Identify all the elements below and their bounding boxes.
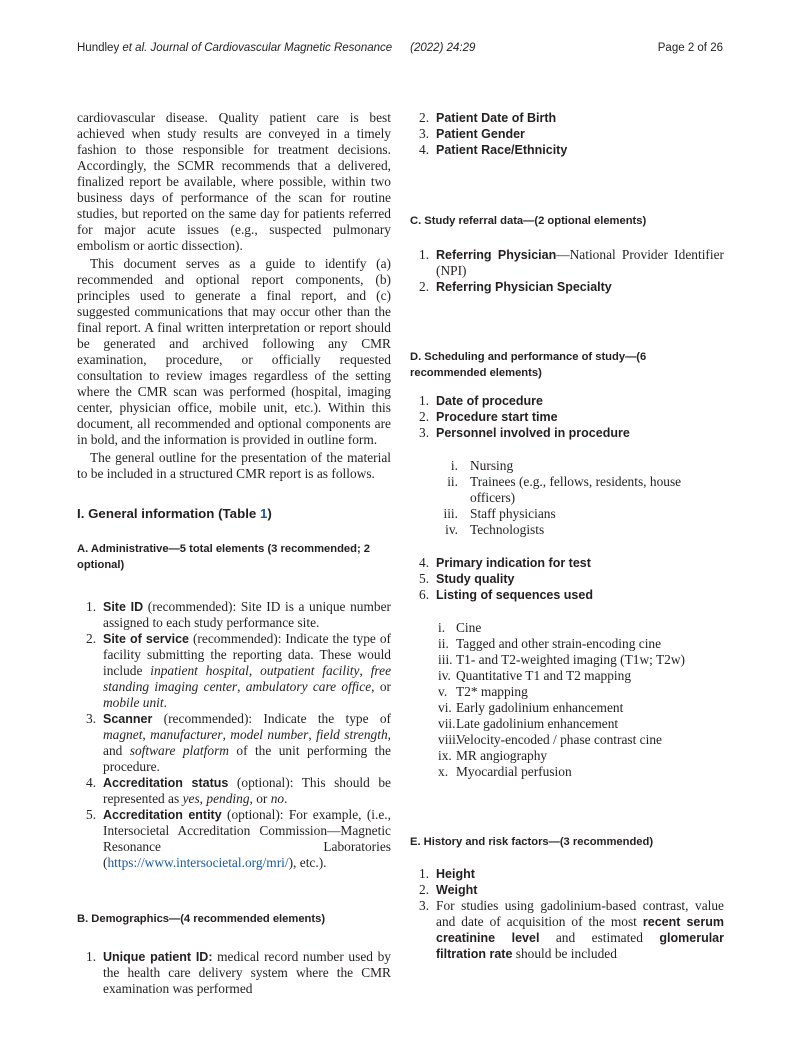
header-page-number: Page 2 of 26 [657,42,723,54]
list-item-procedure-start-time: 2. Procedure start time [419,409,558,424]
demographics-list-continued [410,110,724,158]
list-item-weight: 2. Weight [419,882,478,897]
header-journal: Journal of Cardiovascular Magnetic Resonance [147,42,393,54]
subsection-administrative: A. Administrative—5 total elements (3 recommended; 2 optional) [77,543,371,571]
list-item-site-id: 1. Site ID (recommended): Site ID is a unique number assigned to each study performance site. [86,599,391,630]
subsection-history-risk-factors: E. History and risk factors—(3 recommended) [410,836,654,848]
list-item-gadolinium-labs: 3. For studies using gadolinium-based contrast, value and date of acquisition of the most recent serum creatinine level and estimated glomerular filtration rate should be included [419,898,725,961]
paragraph-intro: cardiovascular disease. Quality patient care is best achieved when study results are conveyed in a timely fashion to those responsible for treatment decisions. Accordingly, the SCMR recommends that a delivered, finalized report be available, where possible, within two business days of performance of the scan for routine studies, but reported on the same day for patients referred for major acute issues (e.g., suspected pulmonary embolism or aortic dissection). [77,110,391,253]
demographics-list [77,949,391,997]
right-column [410,110,724,962]
sublist-item: vi. Early gadolinium enhancement [438,700,624,715]
list-item-date-of-procedure: 1. Date of procedure [419,393,543,408]
subsection-scheduling: D. Scheduling and performance of study—(6 recommended elements) [410,351,647,379]
left-column [77,110,391,997]
paragraph-guide: This document serves as a guide to identify (a) recommended and optional report components, (b) principles used to generate a final report, and (c) suggested communications that may occur other than the final report. A final written interpretation or report should be generated and archived following any CMR examination, procedure, or officially requested consultation to review images regardless of the setting where the CMR scan was performed (hospital, imaging center, physician office, mobile unit, etc.). Within this document, all recommended and optional components are in bold, and the information is provided in outline form. [77,256,391,447]
subsection-study-referral: C. Study referral data—(2 optional elements) [410,215,647,227]
list-item-sequences: 6. Listing of sequences used [419,587,593,602]
header-authors: Hundley [77,42,123,54]
administrative-list [77,599,391,871]
list-item-height: 1. Height [419,866,475,881]
history-list [410,866,724,962]
list-item-study-quality: 5. Study quality [419,571,515,586]
sublist-item: x. Myocardial perfusion [438,764,572,779]
list-item-scanner: 3. Scanner (recommended): Indicate the type of magnet, manufacturer, model number, field strength, and software platform of the unit performing the procedure. [86,711,392,774]
sublist-item: iv. Quantitative T1 and T2 mapping [438,668,632,683]
paragraph-outline: The general outline for the presentation of the material to be included in a structured CMR report is as follows. [77,450,391,481]
sublist-item: ii. Trainees (e.g., fellows, residents, house officers) [447,474,682,505]
header-citation [77,42,475,54]
list-item-race-ethnicity: 4. Patient Race/Ethnicity [419,142,568,157]
intersocietal-link[interactable]: https://www.intersocietal.org/mri/ [107,855,289,870]
list-item-accreditation-entity: 5. Accreditation entity (optional): For example, (i.e., Intersocietal Accreditation Commission—Magnetic Resonance Laboratories (https://www.intersocietal.org/mri/), etc.). [86,807,391,870]
sublist-item: ii. Tagged and other strain-encoding cine [438,636,662,651]
list-item-site-of-service: 2. Site of service (recommended): Indicate the type of facility submitting the reporting data. These would include inpatient hospital, outpatient facility, free standing imaging center, ambulatory care office, or mobile unit. [86,631,392,710]
sublist-item: i. Nursing [450,458,514,473]
study-referral-list [410,247,724,295]
sublist-item: i. Cine [438,620,482,635]
running-header [77,42,723,60]
list-item-gender: 3. Patient Gender [419,126,525,141]
sublist-item: viii. Velocity-encoded / phase contrast cine [438,732,662,747]
sublist-item: iii. T1- and T2-weighted imaging (T1w; T2w) [438,652,685,667]
header-year-volume: (2022) 24:29 [410,42,476,54]
list-item-referring-physician: 1. Referring Physician—National Provider Identifier (NPI) [419,247,724,278]
sublist-item: ix. MR angiography [438,748,548,763]
scheduling-list-continued [410,555,724,603]
list-item-unique-patient-id: 1. Unique patient ID: medical record number used by the health care delivery system where the CMR examination was performed [86,949,391,996]
sublist-item: vii. Late gadolinium enhancement [438,716,619,731]
scheduling-list [410,393,724,441]
header-etal: et al. [122,42,148,54]
personnel-sublist [410,458,724,538]
list-item-personnel: 3. Personnel involved in procedure [419,425,630,440]
list-item-accreditation-status: 4. Accreditation status (optional): This should be represented as yes, pending, or no. [86,775,391,806]
sublist-item: iii. Staff physicians [443,506,556,521]
list-item-date-of-birth: 2. Patient Date of Birth [419,110,557,125]
section-heading-general-information: I. General information (Table 1) [77,506,272,521]
sublist-item: iv. Technologists [445,522,545,537]
subsection-demographics: B. Demographics—(4 recommended elements) [77,913,326,925]
list-item-primary-indication: 4. Primary indication for test [419,555,591,570]
list-item-referring-specialty: 2. Referring Physician Specialty [419,279,612,294]
sequences-sublist [410,620,724,780]
table-1-link[interactable]: 1 [259,506,268,521]
sublist-item: v. T2* mapping [438,684,528,699]
